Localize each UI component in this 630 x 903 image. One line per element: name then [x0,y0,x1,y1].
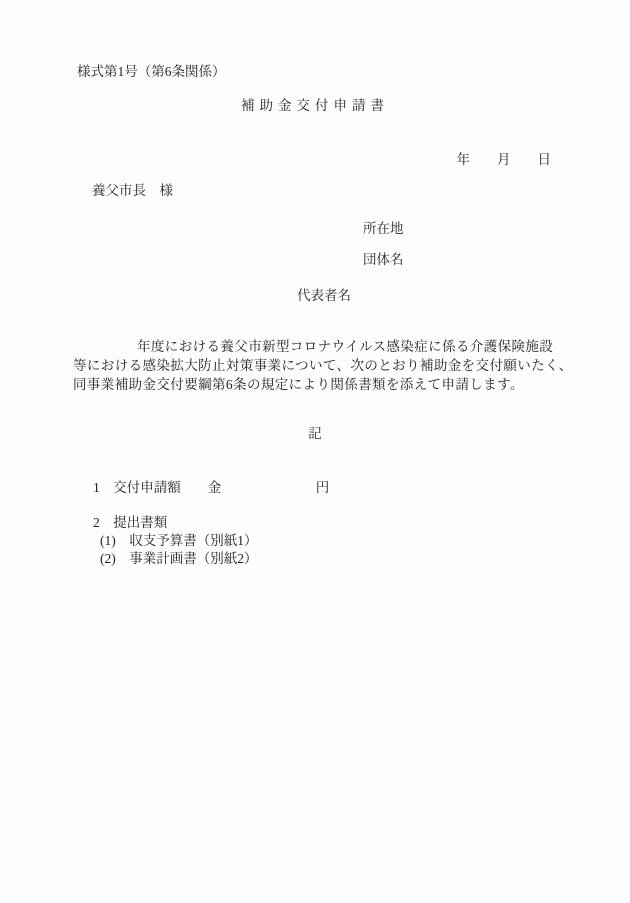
location-field-label: 所在地 [363,221,404,236]
item-application-amount: 1 交付申請額 金 円 [93,480,330,495]
record-heading: 記 [308,426,322,441]
addressee-mayor: 養父市長 様 [92,183,173,198]
date-line: 年 月 日 [456,152,551,167]
form-number: 様式第1号（第6条関係） [77,64,226,79]
item-business-plan: (2) 事業計画書（別紙2） [100,551,258,566]
body-paragraph-line-1: 年度における養父市新型コロナウイルス感染症に係る介護保険施設 [137,339,554,354]
representative-field-label: 代表者名 [297,288,351,303]
body-paragraph-line-3: 同事業補助金交付要綱第6条の規定により関係書類を添えて申請します。 [73,377,524,392]
organization-field-label: 団体名 [363,252,404,267]
document-title: 補助金交付申請書 [241,98,389,113]
item-budget-sheet: (1) 収支予算書（別紙1） [100,533,258,548]
body-paragraph-line-2: 等における感染拡大防止対策事業について、次のとおり補助金を交付願いたく、 [73,358,573,373]
item-submitted-documents: 2 提出書類 [93,515,168,530]
